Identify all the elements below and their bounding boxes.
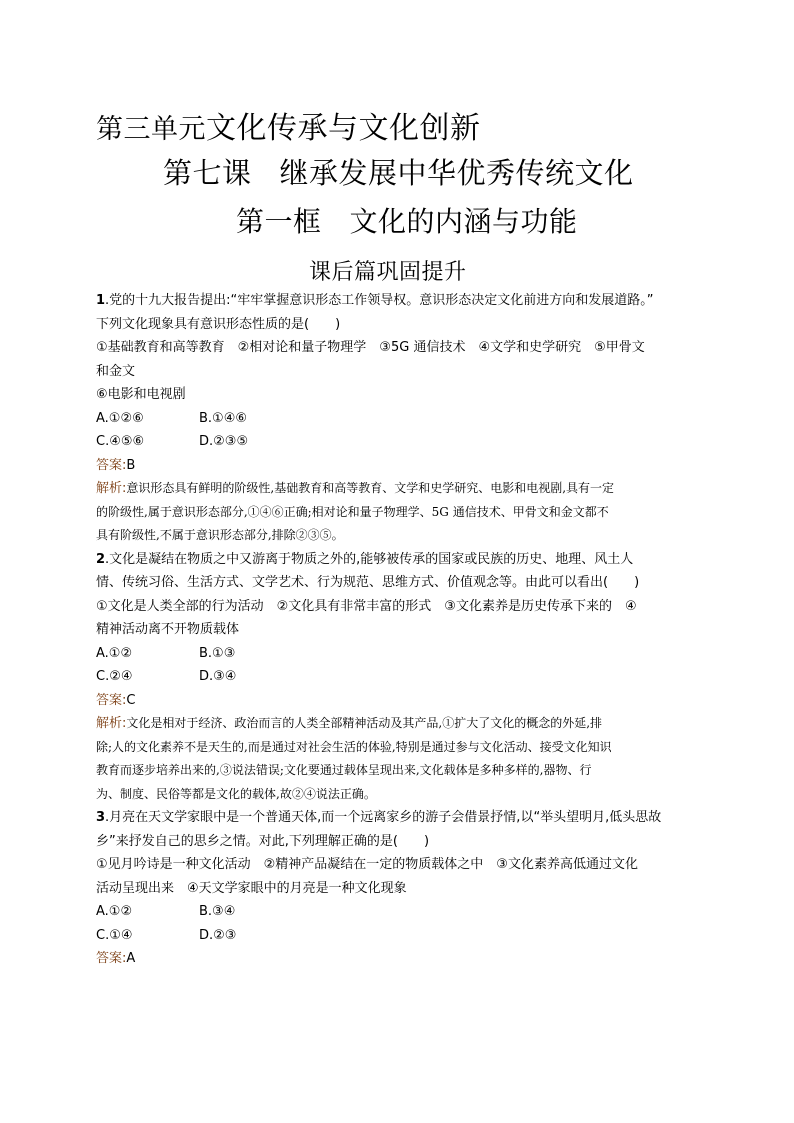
- section-heading: 课后篇巩固提升: [309, 260, 467, 285]
- answer-line: [96, 689, 700, 713]
- answer-line: [96, 454, 700, 478]
- unit-title: 文化传承与文化创新: [206, 111, 481, 146]
- option-c: C.④⑤⑥: [96, 434, 145, 449]
- option-d: D.③④: [199, 669, 237, 684]
- option-b: B.①③: [199, 645, 236, 661]
- frame-number: 第一框: [236, 205, 322, 238]
- answer-line: [96, 947, 700, 971]
- answer-label: 答案:: [96, 692, 127, 708]
- options-row: [96, 407, 700, 431]
- question-stem-line: 2.文化是凝结在物质之中又游离于物质之外的,能够被传承的国家或民族的历史、地理、风土人: [96, 551, 634, 567]
- question-items-line: 活动呈现出来 ④天文学家眼中的月亮是一种文化现象: [96, 880, 407, 896]
- question-items-line: ⑥电影和电视剧: [96, 387, 186, 402]
- question-2: [96, 548, 700, 807]
- question-1: [96, 289, 700, 548]
- options-row: [96, 924, 700, 948]
- question-stem-line: 3.月亮在天文学家眼中是一个普通天体,而一个远离家乡的游子会借景抒情,以“举头望明月,低头思故: [96, 810, 662, 825]
- explanation-label: 解析:: [96, 716, 127, 731]
- question-items-line: 和金文: [96, 363, 136, 379]
- question-items-line: ①见月吟诗是一种文化活动 ②精神产品凝结在一定的物质载体之中 ③文化素养高低通过文化: [96, 857, 638, 872]
- question-number: 2: [96, 551, 106, 567]
- question-list: [96, 289, 700, 971]
- question-stem-line: 乡”来抒发自己的思乡之情。对此,下列理解正确的是( ): [96, 833, 430, 849]
- lesson-title: 继承发展中华优秀传统文化: [279, 156, 634, 190]
- question-number: 3: [96, 810, 106, 825]
- unit-prefix: 第三单元: [96, 114, 206, 145]
- question-number: 1: [96, 293, 106, 308]
- question-items-line: ①文化是人类全部的行为活动 ②文化具有非常丰富的形式 ③文化素养是历史传承下来的 ④: [96, 598, 637, 614]
- answer-value: A: [126, 951, 136, 966]
- unit-heading: [96, 103, 481, 147]
- explanation: 解析:意识形态具有鲜明的阶级性,基础教育和高等教育、文学和史学研究、电影和电视剧,具有一定 的阶级性,属于意识形态部分,①④⑥正确;相对论和量子物理学、5G 通信技术、甲骨文和金文都不 具有阶级性,不属于意识形态部分,排除②③⑤。: [96, 481, 615, 542]
- options-row: [96, 642, 700, 666]
- answer-value: C: [126, 692, 136, 708]
- option-d: D.②③⑤: [199, 434, 249, 449]
- lesson-number: 第七课: [163, 156, 252, 190]
- answer-label: 答案:: [96, 951, 127, 966]
- question-3: [96, 806, 700, 971]
- options-row: [96, 665, 700, 689]
- options-row: [96, 430, 700, 454]
- option-c: C.②④: [96, 669, 133, 684]
- option-a: A.①②⑥: [96, 410, 144, 426]
- option-d: D.②③: [199, 927, 237, 943]
- explanation-label: 解析:: [96, 481, 127, 496]
- frame-heading: [236, 200, 578, 240]
- option-c: C.①④: [96, 927, 133, 943]
- frame-title: 文化的内涵与功能: [349, 205, 578, 238]
- question-stem-line: 1.党的十九大报告提出:“牢牢掌握意识形态工作领导权。意识形态决定文化前进方向和发展道路。”: [96, 293, 654, 308]
- lesson-heading: [163, 151, 634, 192]
- question-stem-line: 情、传统习俗、生活方式、文学艺术、行为规范、思维方式、价值观念等。由此可以看出( ): [96, 575, 640, 590]
- option-a: A.①②: [96, 645, 133, 661]
- explanation: 解析:文化是相对于经济、政治而言的人类全部精神活动及其产品,①扩大了文化的概念的外延,排 除;人的文化素养不是天生的,而是通过对社会生活的体验,特别是通过参与文化活动、接受文化知识 教育而逐步培养出来的,③说法错误;文化要通过载体呈现出来,文化载体是多种多样的,器物、行 为、制度、民俗等都是文化的载体,故②④说法正确。: [96, 716, 612, 801]
- answer-label: 答案:: [96, 457, 127, 473]
- question-items-line: ①基础教育和高等教育 ②相对论和量子物理学 ③5G 通信技术 ④文学和史学研究 ⑤甲骨文: [96, 340, 645, 355]
- option-b: B.①④⑥: [199, 410, 248, 426]
- question-stem-line: 下列文化现象具有意识形态性质的是( ): [96, 316, 341, 332]
- option-a: A.①②: [96, 904, 133, 919]
- answer-value: B: [126, 457, 136, 473]
- option-b: B.③④: [199, 904, 236, 919]
- question-items-line: 精神活动离不开物质载体: [96, 622, 240, 637]
- options-row: [96, 900, 700, 924]
